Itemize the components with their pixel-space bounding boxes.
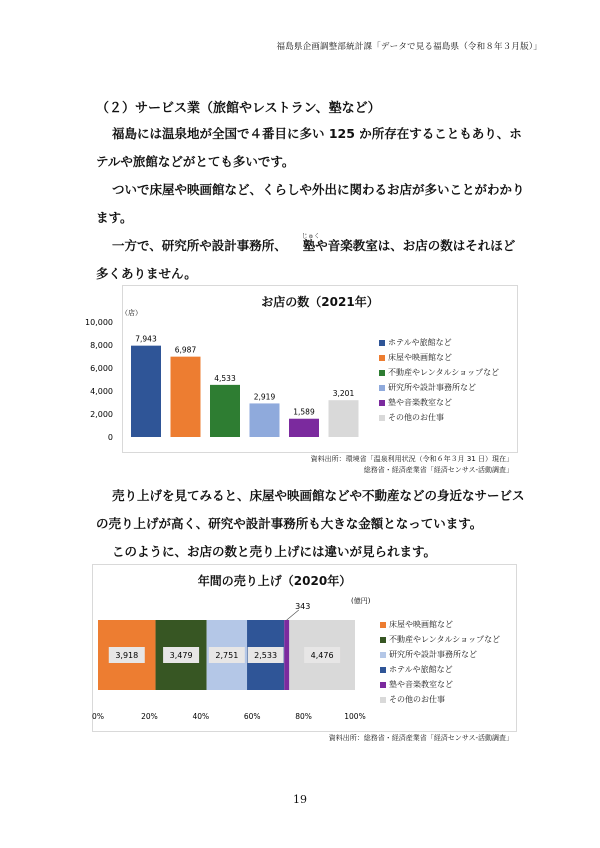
- legend-item: [379, 350, 499, 365]
- legend-item: [379, 395, 499, 410]
- paragraph-difference: このように、お店の数と売り上げには違いが見られます。: [112, 544, 437, 559]
- paragraph-barbers: ついで床屋や映画館など、くらしや外出に関わるお店が多いことがわかります。: [96, 182, 525, 225]
- chart-title: お店の数（2021年）: [261, 295, 379, 309]
- y-tick-label: 6,000: [90, 364, 113, 373]
- unit-label: (億円): [351, 597, 371, 605]
- y-tick-label: 10,000: [85, 318, 113, 327]
- legend-label: ホテルや旅館など: [389, 665, 453, 674]
- chart-title: 年間の売り上げ（2020年）: [197, 574, 352, 588]
- legend-label: ホテルや旅館など: [388, 338, 452, 347]
- section-title: （２）サービス業（旅館やレストラン、塾など）: [96, 101, 381, 116]
- legend-label: 塾や音楽教室など: [389, 680, 453, 689]
- legend-item: [380, 692, 500, 707]
- bar: [329, 400, 359, 437]
- leader-line: [287, 610, 299, 620]
- segment-value-label: 3,479: [169, 651, 193, 660]
- chart1-source: [311, 454, 513, 476]
- bar-value-label: 4,533: [214, 373, 236, 383]
- x-tick-label: 60%: [243, 712, 261, 721]
- legend-label: その他のお仕事: [388, 413, 444, 422]
- segment-value-label: 4,476: [310, 651, 334, 660]
- bar-value-label: 6,987: [174, 345, 197, 355]
- bar: [131, 346, 161, 437]
- bar-value-label: 2,919: [253, 392, 276, 402]
- bar-value-label: 7,943: [135, 334, 157, 344]
- chart1-source-line2: 総務省・経済産業省「経済センサス‐活動調査」: [363, 466, 513, 474]
- legend-label: 塾や音楽教室など: [388, 398, 452, 407]
- legend-label: 床屋や映画館など: [389, 620, 453, 629]
- legend-item: [379, 410, 499, 425]
- segment-value-label: 2,751: [215, 651, 239, 660]
- y-axis-unit: （店）: [121, 309, 142, 317]
- legend-swatch: [380, 652, 386, 658]
- legend-swatch: [379, 340, 385, 346]
- bar-segment: [284, 620, 289, 690]
- legend-swatch: [379, 355, 385, 361]
- segment-value-label: 343: [295, 602, 311, 611]
- legend-swatch: [380, 682, 386, 688]
- paragraph-research: [96, 232, 526, 288]
- legend-item: [380, 632, 500, 647]
- legend-label: 床屋や映画館など: [388, 353, 452, 362]
- chart-legend: [380, 617, 500, 707]
- legend-swatch: [380, 637, 386, 643]
- chart2-source: 資料出所：総務省・経済産業省「経済センサス‐活動調査」: [328, 734, 513, 742]
- ruby-base: 塾: [302, 238, 316, 253]
- paragraph-hot-springs: 福島には温泉地が全国で４番目に多い 125 か所存在することもあり、ホテルや旅館などがとても多いです。: [96, 126, 522, 169]
- x-tick-label: 40%: [192, 712, 210, 721]
- chart1-source-line1: 資料出所：環境省「温泉利用状況（令和６年３月 31 日）現在」: [310, 455, 513, 463]
- bar: [171, 357, 201, 437]
- legend-swatch: [379, 370, 385, 376]
- legend-label: 研究所や設計事務所など: [389, 650, 477, 659]
- legend-swatch: [379, 385, 385, 391]
- x-tick-label: 80%: [295, 712, 312, 721]
- legend-swatch: [380, 622, 386, 628]
- legend-swatch: [380, 697, 386, 703]
- legend-label: 不動産やレンタルショップなど: [389, 635, 501, 644]
- x-tick-label: 0%: [92, 712, 104, 721]
- bar: [289, 419, 319, 437]
- legend-item: [379, 380, 499, 395]
- legend-item: [379, 335, 499, 350]
- chart-legend: [379, 335, 499, 425]
- paragraph-research-before: 一方で、研究所や設計事務所、: [112, 238, 287, 253]
- legend-item: [380, 647, 500, 662]
- ruby-juku: [287, 232, 320, 260]
- paragraph-sales: 売り上げを見てみると、床屋や映画館などや不動産などの身近なサービスの売り上げが高く、研究や設計事務所も大きな金額となっています。: [96, 488, 525, 531]
- legend-item: [380, 662, 500, 677]
- annual-sales-chart: [92, 564, 517, 732]
- bar: [250, 403, 280, 437]
- legend-item: [380, 617, 500, 632]
- segment-value-label: 3,918: [115, 651, 139, 660]
- legend-item: [379, 365, 499, 380]
- legend-swatch: [379, 415, 385, 421]
- bar-value-label: 1,589: [293, 407, 315, 417]
- shop-count-chart: [85, 285, 518, 453]
- y-tick-label: 2,000: [90, 410, 113, 419]
- y-tick-label: 4,000: [90, 387, 113, 396]
- legend-swatch: [380, 667, 386, 673]
- segment-value-label: 2,533: [254, 651, 278, 660]
- x-tick-label: 20%: [141, 712, 158, 721]
- y-tick-label: 8,000: [90, 341, 113, 350]
- ruby-reading: じゅく: [301, 233, 320, 240]
- document-header: 福島県企画調整部統計課「データで見る福島県（令和８年３月版）」: [276, 42, 542, 52]
- page-number: 19: [293, 793, 307, 806]
- bar-value-label: 3,201: [332, 389, 355, 399]
- legend-label: その他のお仕事: [389, 695, 445, 704]
- legend-label: 研究所や設計事務所など: [388, 383, 476, 392]
- legend-item: [380, 677, 500, 692]
- y-tick-label: 0: [107, 433, 113, 442]
- paragraph-research-after: や音楽教室は、お店の数はそれほど多くありません。: [96, 238, 516, 281]
- legend-swatch: [379, 400, 385, 406]
- x-tick-label: 100%: [344, 712, 366, 721]
- bar: [210, 385, 240, 437]
- legend-label: 不動産やレンタルショップなど: [388, 368, 500, 377]
